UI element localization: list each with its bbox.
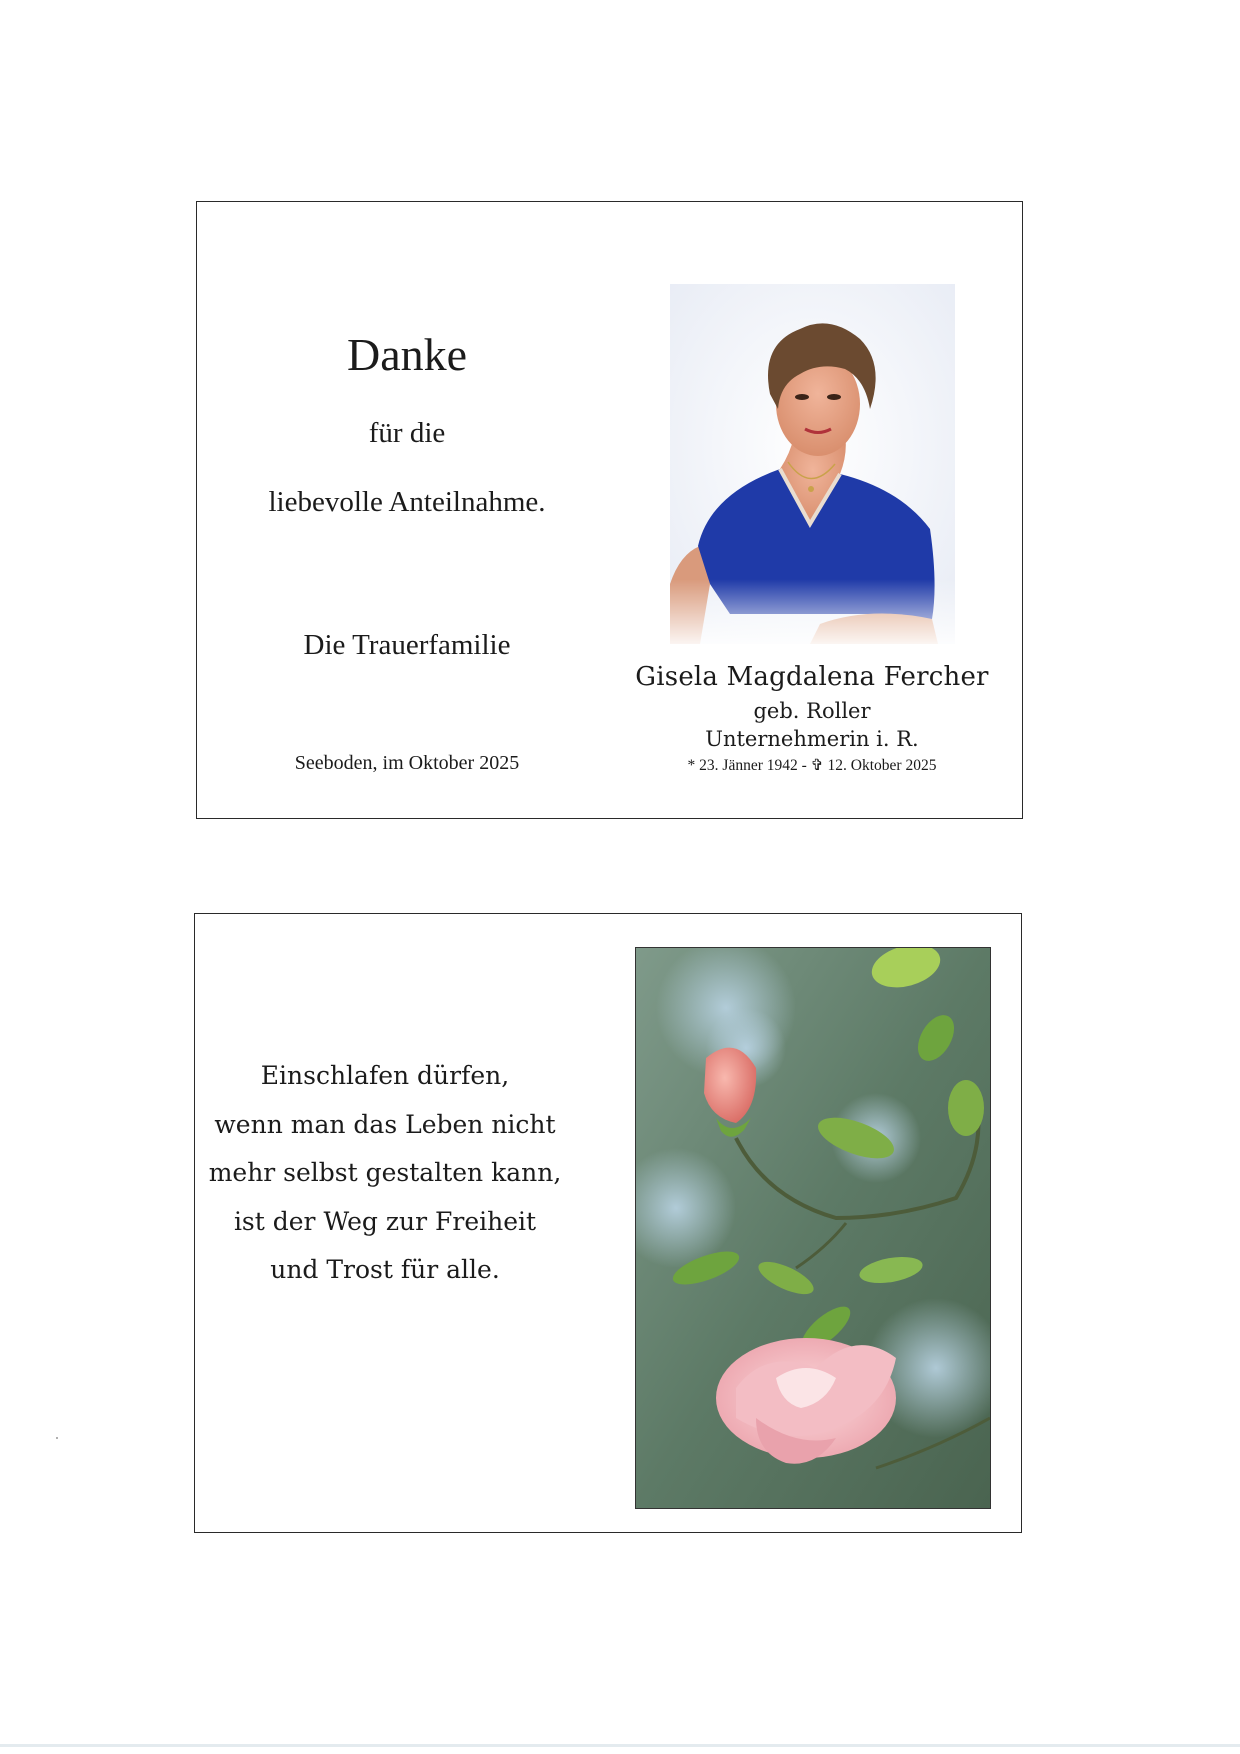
verse-line-1: Einschlafen dürfen, (260, 1061, 510, 1090)
life-dates: * 23. Jänner 1942 - ✞ 12. Oktober 2025 (687, 757, 937, 774)
family-signature: Die Trauerfamilie (303, 629, 511, 661)
place-date: Seeboden, im Oktober 2025 (294, 752, 520, 774)
birth-name: geb. Roller (753, 699, 871, 723)
thank-you-line-1: für die (368, 417, 446, 449)
deceased-name: Gisela Magdalena Fercher (635, 662, 989, 692)
rose-photo (635, 947, 991, 1509)
verse-line-5: und Trost für alle. (270, 1255, 500, 1284)
portrait-photo (670, 284, 955, 644)
verse-line-2: wenn man das Leben nicht (214, 1110, 556, 1139)
thank-you-card (196, 201, 1023, 819)
verse-line-4: ist der Weg zur Freiheit (233, 1207, 537, 1236)
verse-card (194, 913, 1022, 1533)
verse-line-3: mehr selbst gestalten kann, (208, 1158, 562, 1187)
profession: Unternehmerin i. R. (705, 727, 919, 751)
thank-you-line-2: liebevolle Anteilnahme. (268, 486, 546, 518)
page-bottom-edge (0, 1744, 1240, 1747)
scan-speck (56, 1437, 58, 1439)
card-heading: Danke (346, 329, 468, 380)
